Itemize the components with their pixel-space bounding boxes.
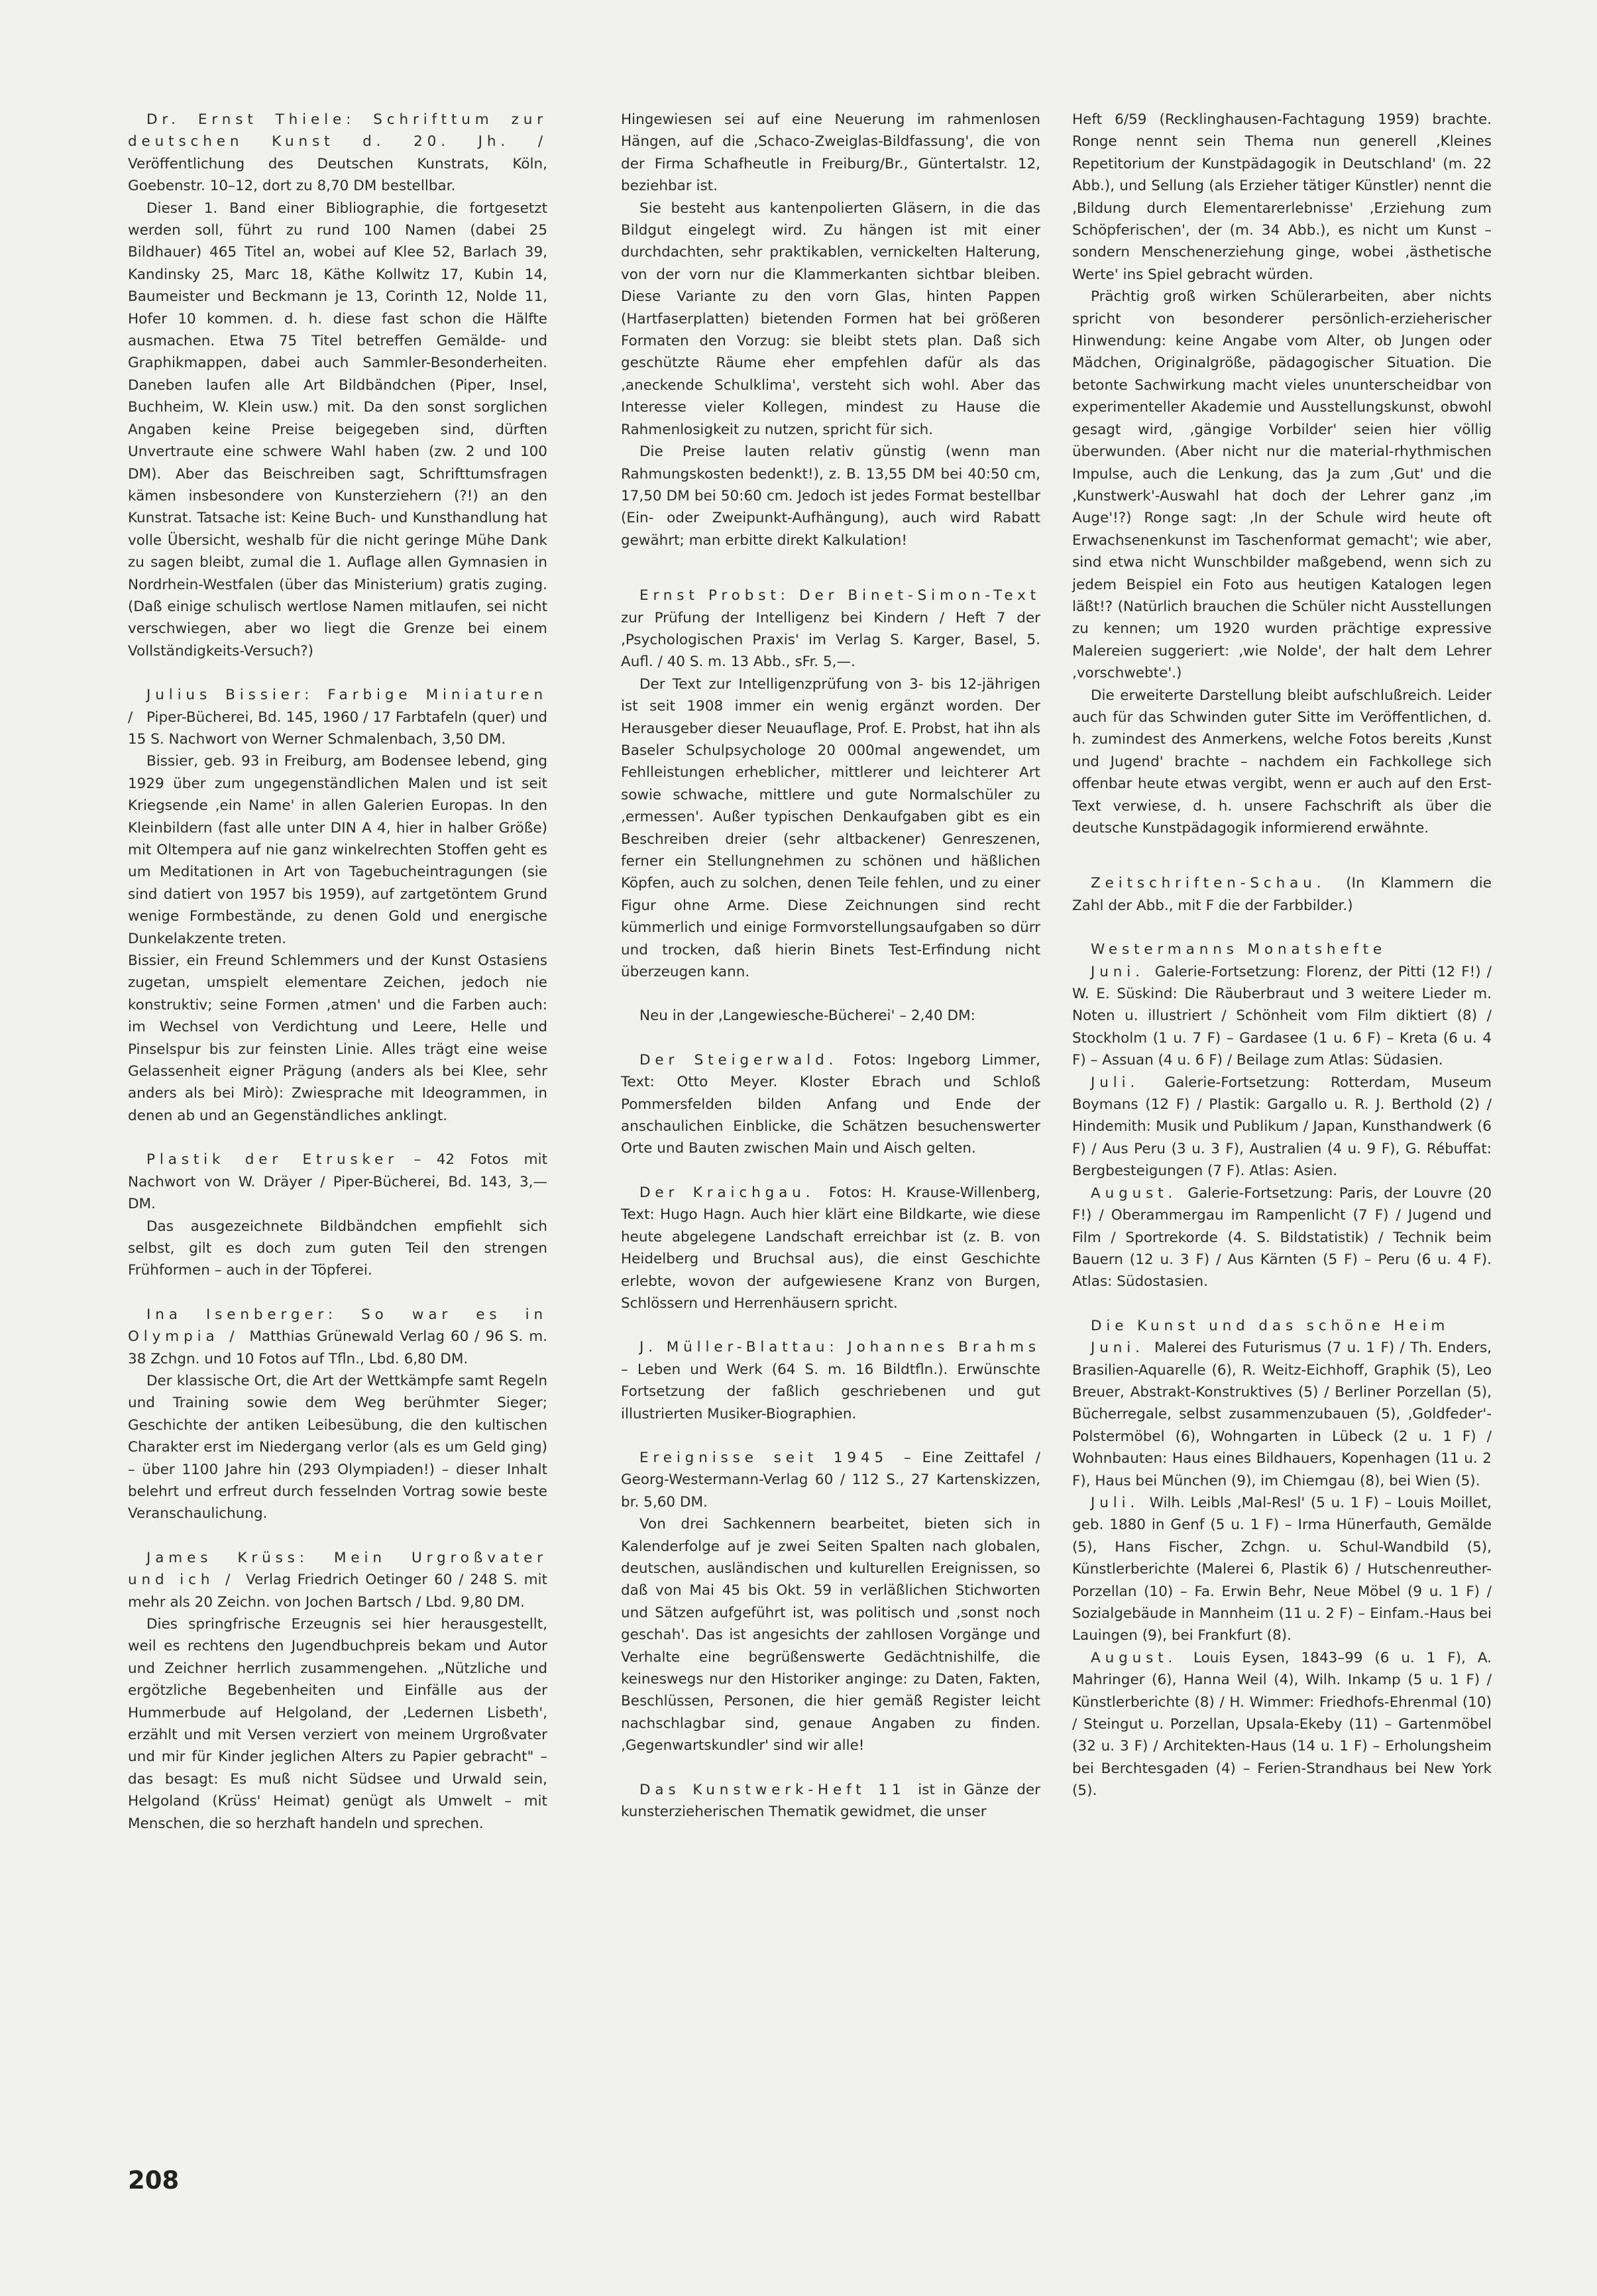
review-kruess-heading: James Krüss: Mein Urgroßvater und ich / Verlag Friedrich Oetinger 60 / 248 S. mit mehr als 20 Zeichn. von Jochen Bartsch / Lbd. 9,80 DM. xyxy=(128,1549,547,1611)
schaco-prices: Die Preise lauten relativ günstig (wenn man Rahmungskosten bedenkt!), z. B. 13,55 DM bei 40:50 cm, 17,50 DM bei 50:60 cm. Jedoch ist jedes Format bestellbar (Ein- oder Zweipunkt-Aufhängung), auch wird Rabatt gewährt; man erbitte direkt Kalkulation! xyxy=(621,443,1040,549)
langewiesche-heading: Neu in der ‚Langewiesche-Bücherei' – 2,40 DM: xyxy=(639,1007,975,1025)
review-bissier-body: Bissier, geb. 93 in Freiburg, am Bodensee lebend, ging 1929 über zum ungegenständlichen Malen und ist seit Kriegsende ‚ein Name' in allen Galerien Europas. In den Kleinbildern (fast alle unter DIN A 4, hier in halber Größe) mit Oltempera auf nie ganz winkelrechten Stoffen geht es um Meditationen in Art von Tagebucheintragungen (sie sind datiert von 1957 bis 1959), auf zartgetöntem Grund wenige Formbestände, zu denen Gold und energische Dunkelakzente treten. xyxy=(128,753,547,947)
review-thiele-heading: Dr. Ernst Thiele: Schrifttum zur deutschen Kunst d. 20. Jh. / Veröffentlichung des Deutschen Kunstrats, Köln, Goebenstr. 10–12, dort zu 8,70 DM bestellbar. xyxy=(128,111,547,195)
review-isenberger-body: Der klassische Ort, die Art der Wettkämpfe samt Regeln und Training sowie dem Weg berühmter Sieger; Geschichte der antiken Leibesübung, die den kultischen Charakter erst im Niedergang verlor (als es um Geld ging) – über 1100 Jahre hin (293 Olympiaden!) – dieser Inhalt belehrt und erfreut durch fesselnden Vortrag sowie beste Veranschaulichung. xyxy=(128,1372,547,1522)
review-steigerwald: Der Steigerwald. Fotos: Ingeborg Limmer, Text: Otto Meyer. Kloster Ebrach und Schloß Pommersfelden bilden Anfang und Ende der anschaulichen Einblicke, die Schätzen besuchenswerter Orte und Bauten zwischen Main und Aisch gelten. xyxy=(621,1051,1040,1157)
kunst-heim-august: August. Louis Eysen, 1843–99 (6 u. 1 F), A. Mahringer (6), Hanna Weil (4), Wilh. Inkamp (5 u. 1 F) / Künstlerberichte (8) / H. Wimmer: Friedhofs-Ehrenmal (10) / Steingut u. Porzellan, Upsala-Ekeby (11) – Gartenmöbel (32 u. 3 F) / Architekten-Haus (14 u. 1 F) – Erholungsheim bei Berchtesgaden (4) – Ferien-Strandhaus bei New York (5). xyxy=(1072,1649,1492,1800)
zeitschriften-schau-heading: Zeitschriften-Schau. (In Klammern die Zahl der Abb., mit F die der Farbbilder.) xyxy=(1072,875,1492,914)
review-ereignisse-heading: Ereignisse seit 1945 – Eine Zeittafel / Georg-Westermann-Verlag 60 / 112 S., 27 Kartenskizzen, br. 5,60 DM. xyxy=(621,1449,1040,1511)
review-kruess-body: Dies springfrische Erzeugnis sei hier herausgestellt, weil es rechtens den Jugendbuchpreis bekam und Autor und Zeichner herrlich zusammengehen. „Nützliche und ergötzliche Begebenheiten und Einfälle aus der Hummerbude auf Helgoland, der ‚Ledernen Lisbeth', erzählt und mit Versen verziert von meinem Urgroßvater und mir für Kinder jeglichen Alters zu Papier gebracht" – das besagt: Es muß nicht Südsee und Urwald sein, Helgoland (Krüss' Heimat) genügt als Umwelt – mit Menschen, die so herzhaft handeln und sprechen. xyxy=(128,1616,547,1832)
page-number: 208 xyxy=(128,2166,180,2195)
review-bissier-heading: Julius Bissier: Farbige Miniaturen / Piper-Bücherei, Bd. 145, 1960 / 17 Farbtafeln (quer) und 15 S. Nachwort von Werner Schmalenbach, 3,50 DM. xyxy=(128,687,547,748)
review-thiele-body: Dieser 1. Band einer Bibliographie, die fortgesetzt werden soll, führt zu rund 100 Namen (dabei 25 Bildhauer) 465 Titel an, wobei auf Klee 52, Barlach 39, Kandinsky 25, Marc 18, Käthe Kollwitz 17, Kubin 14, Baumeister und Beckmann je 13, Corinth 12, Nolde 11, Hofer 10 kommen. d. h. diese fast schon die Hälfte ausmachen. Etwa 75 Titel betreffen Gemälde- und Graphikmappen, dabei auch Sammler-Besonderheiten. Daneben laufen alle Art Bildbändchen (Piper, Insel, Buchheim, W. Klein usw.) mit. Da den sonst sorglichen Angaben keine Preise beigegeben sind, dürften Unvertraute eine schwere Wahl haben (zw. 2 und 100 DM). Aber das Beischreiben sagt, Schrifttumsfragen kämen insbesondere von Kunsterziehern (?!) an den Kunstrat. Tatsache ist: Keine Buch- und Kunsthandlung hat volle Übersicht, weshalb für die nicht geringe Mühe Dank zu sagen bleibt, zumal die 1. Auflage allen Gymnasien in Nordrhein-Westfalen (über das Ministerium) gratis zuging. (Daß einige schulisch wertlose Namen mitlaufen, sei nicht verschwiegen, aber wo liegt die Grenze bei einem Vollständigkeits-Versuch?) xyxy=(128,200,547,660)
schaco-body: Sie besteht aus kantenpolierten Gläsern, in die das Bildgut eingelegt wird. Zu hängen ist mit einer durchdachten, sehr praktikablen, vernickelten Halterung, von der vorn nur die Klammerkanten sichtbar bleiben. Diese Variante zu den vorn Glas, hinten Pappen (Hartfaserplatten) bietenden Formen hat bei größeren Formaten den Vorzug: sie bleibt stets plan. Daß sich geschützte Räume eher empfehlen dafür als das ‚aneckende Schulklima', versteht sich wohl. Aber das Interesse vieler Kollegen, mindest zu Hause die Rahmenlosigkeit zu nutzen, spricht für sich. xyxy=(621,200,1040,438)
review-ereignisse-body: Von drei Sachkennern bearbeitet, bieten sich in Kalenderfolge auf je zwei Seiten Spalten nach globalen, deutschen, ausländischen und kulturellen Ereignissen, so daß von Mai 45 bis Okt. 59 in verläßlichen Stichworten und Sätzen aufgeführt ist, was politisch und ‚sonst noch geschah'. Das ist angesichts der zahllosen Vorgänge und Verhalte eine begrüßenswerte Gedächtnishilfe, die keineswegs nur den Historiker anginge: zu Daten, Fakten, Beschlüssen, Personen, die hier gemäß Register leicht nachschlagbar sind, genaue Angaben zu finden. ‚Gegenwartskundler' sind wir alle! xyxy=(621,1516,1040,1754)
text-column-left xyxy=(128,109,547,1835)
kunstwerk-heft-note: Das Kunstwerk-Heft 11 ist in Gänze der kunsterzieherischen Thematik gewidmet, die unser xyxy=(621,1781,1040,1821)
review-kraichgau: Der Kraichgau. Fotos: H. Krause-Willenberg, Text: Hugo Hagn. Auch hier klärt eine Bildkarte, wie diese heute abgelegene Landschaft erreichbar ist (z. B. von Heidelberg und Bruchsal aus), die einst Geschichte erlebte, wovon der aufgewiesene Kranz von Burgen, Schlössern und Herrenhäusern spricht. xyxy=(621,1184,1041,1312)
westermanns-juni: Juni. Galerie-Fortsetzung: Florenz, der Pitti (12 F!) / W. E. Süskind: Die Räuberbraut und 3 weitere Lieder m. Noten u. illustriert / Schönheit vom Film diktiert (8) / Stockholm (1 u. 7 F) – Gardasee (1 u. 6 F) – Kreta (6 u. 4 F) – Assuan (4 u. 6 F) / Beilage zum Atlas: Südasien. xyxy=(1072,963,1492,1069)
kunst-heim-juli: Juli. Wilh. Leibls ‚Mal-Resl' (5 u. 1 F) – Louis Moillet, geb. 1880 in Genf (5 u. 1 F) – Irma Hünerfauth, Gemälde (5), Hans Fischer, Zchgn. u. Schul-Wandbild (5), Künstlerberichte (Malerei 6, Plastik 6) / Hutschenreuther-Porzellan (10) – Fa. Erwin Behr, Neue Möbel (9 u. 1 F) / Sozialgebäude in Mannheim (11 u. 2 F) – Einfam.-Haus bei Lauingen (9), bei Frankfurt (8). xyxy=(1072,1494,1492,1644)
darstellung-critique: Die erweiterte Darstellung bleibt aufschlußreich. Leider auch für das Schwinden guter Sitte im Veröffentlichen, d. h. zumindest des Anmerkens, welche Fotos bereits ‚Kunst und Jugend' brachte – nachdem ein Fachkollege sich offenbar heute etwas vergibt, wenn er auch auf den Erst-Text verwiese, d. h. unsere Fachschrift als über die deutsche Kunstpädagogik informierend erwähnte. xyxy=(1072,687,1492,836)
review-etrusker-body: Das ausgezeichnete Bildbändchen empfiehlt sich selbst, gilt es doch zum guten Teil den strengen Frühformen – auch in der Töpferei. xyxy=(128,1218,547,1279)
text-column-middle xyxy=(621,109,1040,1823)
review-probst-heading: Ernst Probst: Der Binet-Simon-Text zur Prüfung der Intelligenz bei Kindern / Heft 7 der ‚Psychologischen Praxis' im Verlag S. Karger, Basel, 5. Aufl. / 40 S. m. 13 Abb., sFr. 5,—. xyxy=(621,587,1040,671)
review-brahms: J. Müller-Blattau: Johannes Brahms – Leben und Werk (64 S. m. 16 Bildtfln.). Erwünschte Fortsetzung der faßlich geschriebenen und gut illustrierten Musiker-Biographien. xyxy=(621,1339,1040,1422)
review-bissier-body-2: Bissier, ein Freund Schlemmers und der Kunst Ostasiens zugetan, umspielt elementare Zeichen, jedoch nie konstruktiv; seine Formen ‚atmen' und die Farben auch: im Wechsel von Verdichtung und Leere, Helle und Pinselspur bis zur feinsten Linie. Alles trägt eine weise Gelassenheit eigner Prägung (anders als bei Klee, sehr anders als bei Mirò): Zwiesprache mit Ideogrammen, in denen ab und an Gegenständliches anklingt. xyxy=(128,952,547,1124)
schaco-intro: Hingewiesen sei auf eine Neuerung im rahmenlosen Hängen, auf die ‚Schaco-Zweiglas-Bildfassung', die von der Firma Schafheutle in Freiburg/Br., Güntertalstr. 12, beziehbar ist. xyxy=(621,111,1040,195)
review-etrusker-heading: Plastik der Etrusker – 42 Fotos mit Nachwort von W. Dräyer / Piper-Bücherei, Bd. 143, 3,— DM. xyxy=(128,1151,547,1213)
kunstwerk-heft-continued: Heft 6/59 (Recklinghausen-Fachtagung 1959) brachte. Ronge nennt sein Thema nun generell ‚Kleines Repetitorium der Kunstpädagogik in Deutschland' (m. 22 Abb.), und Sellung (als Erzieher tätiger Künstler) nennt die ‚Bildung durch Elementarerlebnisse' ‚Erziehung zum Schöpferischen', der (m. 34 Abb.), es nicht um Kunst – sondern Menschenerziehung ginge, wobei ‚ästhetische Werte' ins Spiel gebracht würden. xyxy=(1072,111,1492,283)
review-probst-body: Der Text zur Intelligenzprüfung von 3- bis 12-jährigen ist seit 1908 immer ein wenig ergänzt worden. Der Herausgeber dieser Neuauflage, Prof. E. Probst, hat ihn als Baseler Schulpsychologe 20 000mal angewendet, um Fehlleistungen erheblicher, mittlerer und leichterer Art sowie schwache, mittlere und gute Normalschüler zu ‚ermessen'. Außer typischen Denkaufgaben gibt es ein Beschreiben dreier (sehr altbackener) Genreszenen, ferner ein Stellungnehmen zu schönen und häßlichen Köpfen, auch zu solchen, denen Teile fehlen, und zu einer Figur ohne Arme. Diese Zeichnungen sind recht kümmerlich und einige Formvorstellungsaufgaben so dürr und trocken, daß hierin Binets Test-Erfindung nicht überzeugen kann. xyxy=(621,675,1040,981)
text-column-right xyxy=(1072,109,1492,1802)
review-isenberger-heading: Ina Isenberger: So war es in Olympia / Matthias Grünewald Verlag 60 / 96 S. m. 38 Zchgn. und 10 Fotos auf Tfln., Lbd. 6,80 DM. xyxy=(128,1306,547,1367)
westermanns-august: August. Galerie-Fortsetzung: Paris, der Louvre (20 F!) / Oberammergau im Rampenlicht (7 F) / Jugend und Film / Sportrekorde (4. S. Bildstatistik) / Technik beim Bauern (12 u. 3 F) / Aus Kärnten (5 F) – Peru (6 u. 4 F). Atlas: Südostasien. xyxy=(1072,1184,1492,1291)
westermanns-juli: Juli. Galerie-Fortsetzung: Rotterdam, Museum Boymans (12 F) / Plastik: Gargallo u. R. J. Berthold (2) / Hindemith: Musik und Publikum / Japan, Kunsthandwerk (6 F) / Aus Peru (3 u. 3 F), Australien (4 u. 9 F), G. Rébuffat: Bergbesteigungen (7 F). Atlas: Asien. xyxy=(1072,1074,1492,1180)
kunst-heim-heading: Die Kunst und das schöne Heim xyxy=(1091,1317,1450,1334)
schuelerarbeiten-critique: Prächtig groß wirken Schülerarbeiten, aber nichts spricht von besonderer persönlich-erzieherischer Hinwendung: keine Angabe vom Alter, ob Jungen oder Mädchen, Originalgröße, pädagogischer Situation. Die betonte Sachwirkung macht vieles ununterscheidbar von experimenteller Akademie und Ausstellungskunst, obwohl gesagt wird, ‚gängige Vorbilder' seien hier völlig überwunden. (Aber nicht nur die material-rhythmischen Impulse, auch die Lenkung, das Ja zum ‚Gut' und die ‚Kunstwerk'-Auswahl hat doch der Lehrer ganz ‚im Auge'!?) Ronge sagt: ‚In der Schule wird heute oft Erwachsenenkunst im Taschenformat gemacht'; wie aber, sind etwa nicht Wunschbilder maßgebend, wenn sich zu jedem Beispiel ein Foto aus heutigen Katalogen legen läßt!? (Natürlich brauchen die Schüler nicht Ausstellungen zu kennen; um 1920 wurden prächtige expressive Malereien suggeriert: ‚wie Nolde', der halt dem Lehrer ‚vorschwebte'.) xyxy=(1072,288,1492,682)
westermanns-heading: Westermanns Monatshefte xyxy=(1091,941,1387,958)
kunst-heim-juni: Juni. Malerei des Futurismus (7 u. 1 F) / Th. Enders, Brasilien-Aquarelle (6), R. Weitz-Eichhoff, Graphik (5), Leo Breuer, Abstrakt-Konstruktives (5) / Berliner Porzellan (5), Bücherregale, selbst zusammenzubauen (5), ‚Goldfeder'-Polstermöbel (6), Wohngarten in Lübeck (2 u. 1 F) / Wohnbauten: Haus eines Bildhauers, Kopenhagen (11 u. 2 F), Haus bei München (9), im Chiemgau (8), bei Wien (5). xyxy=(1072,1340,1492,1489)
